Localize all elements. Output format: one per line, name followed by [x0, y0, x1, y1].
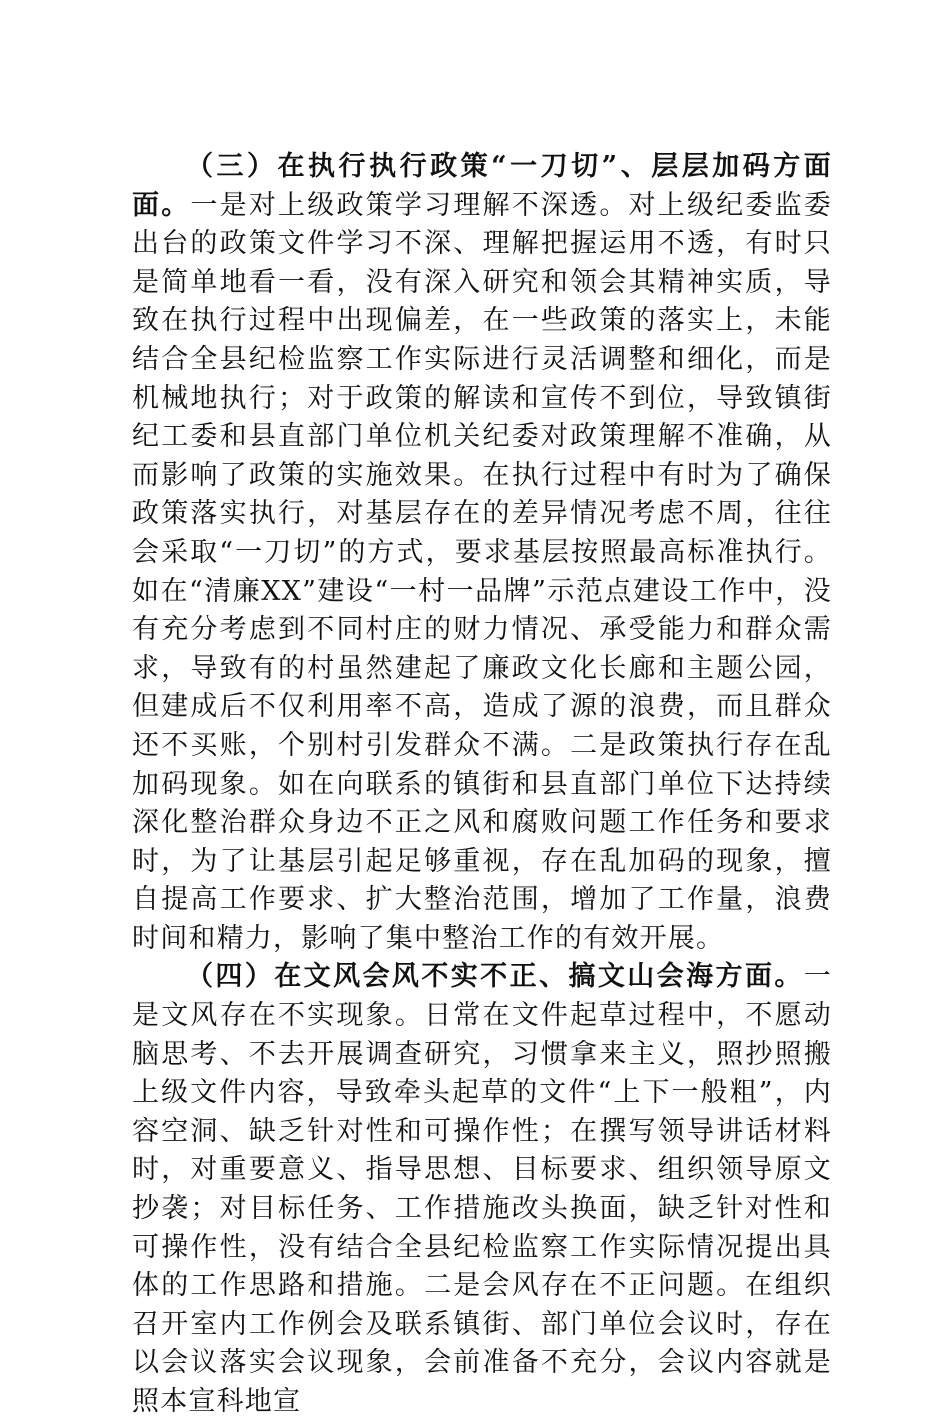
section-three-body: 一是对上级政策学习理解不深透。对上级纪委监委出台的政策文件学习不深、理解把握运用不透，有时只是简单地看一看，没有深入研究和领会其精神实质，导致在执行过程中出现偏差，在一些政策的落实上，未能结合全县纪检监察工作实际进行灵活调整和细化，而是机械地执行；对于政策的解读和宣传不到位，导致镇街纪工委和县直部门单位机关纪委对政策理解不准确，从而影响了政策的实施效果。在执行过程中有时为了确保政策落实执行，对基层存在的差异情况考虑不周，往往会采取“一刀切”的方式，要求基层按照最高标准执行。如在“清廉XX”建设“一村一品牌”示范点建设工作中，没有充分考虑到不同村庄的财力情况、承受能力和群众需求，导致有的村虽然建起了廉政文化长廊和主题公园，但建成后不仅利用率不高，造成了源的浪费，而且群众还不买账，个别村引发群众不满。二是政策执行存在乱加码现象。如在向联系的镇街和县直部门单位下达持续深化整治群众身边不正之风和腐败问题工作任务和要求时，为了让基层引起足够重视，存在乱加码的现象，擅自提高工作要求、扩大整治范围，增加了工作量，浪费时间和精力，影响了集中整治工作的有效开展。	[132, 189, 832, 954]
paragraph-section-three	[132, 148, 832, 958]
section-four-body: 一是文风存在不实现象。日常在文件起草过程中，不愿动脑思考、不去开展调查研究，习惯拿来主义，照抄照搬上级文件内容，导致牵头起草的文件“上下一般粗”，内容空洞、缺乏针对性和可操作性；在撰写领导讲话材料时，对重要意义、指导思想、目标要求、组织领导原文抄袭；对目标任务、工作措施改头换面，缺乏针对性和可操作性，没有结合全县纪检监察工作实际情况提出具体的工作思路和措施。二是会风存在不正问题。在组织召开室内工作例会及联系镇街、部门单位会议时，存在以会议落实会议现象，会前准备不充分，会议内容就是照本宣科地宣	[132, 961, 832, 1417]
section-four-heading: （四）在文风会风不实不正、搞文山会海方面。	[186, 961, 804, 993]
section-three-heading: （三）在执行执行政策“一刀切”、层层加码方面面。	[132, 151, 832, 221]
document-body	[132, 148, 832, 1422]
paragraph-section-four	[132, 958, 832, 1421]
